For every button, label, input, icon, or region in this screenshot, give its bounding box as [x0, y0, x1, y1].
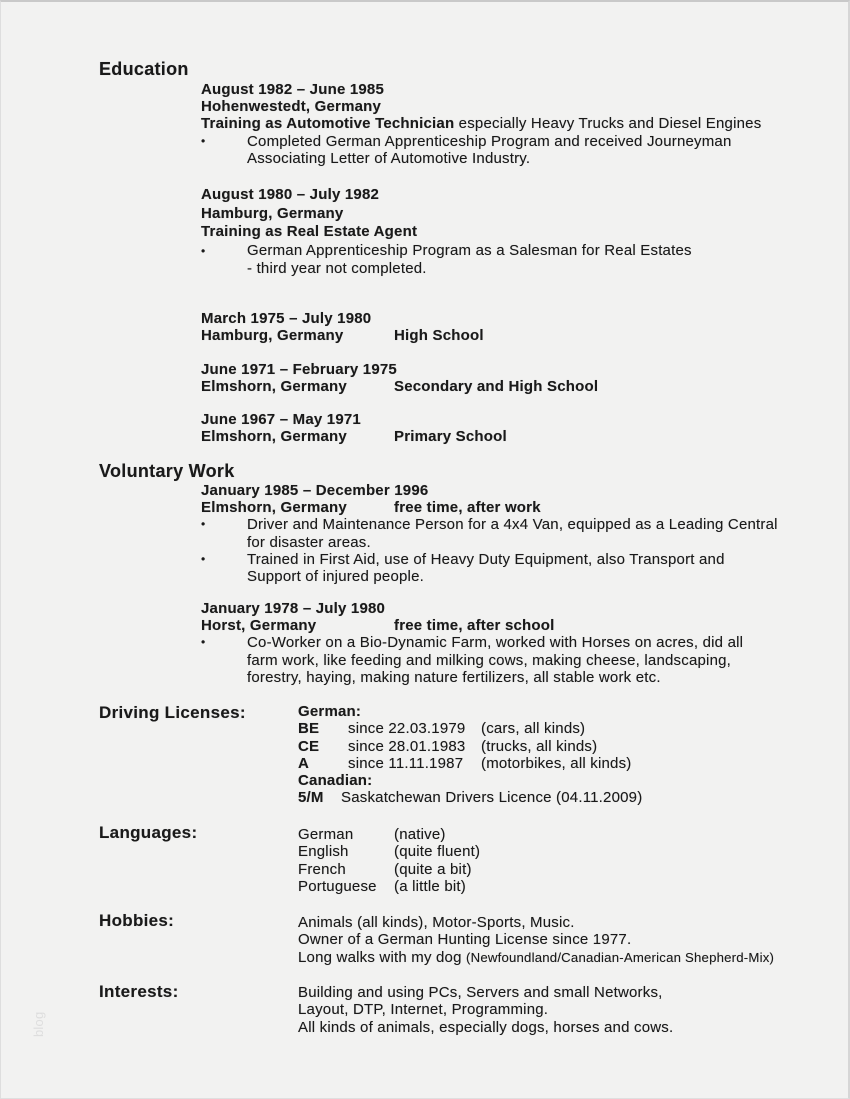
bullet-line: forestry, haying, making nature fertilizers, all stable work etc.: [247, 668, 661, 686]
bullet-text: [247, 516, 778, 550]
entry-location-row: [201, 499, 778, 516]
entry-location: Elmshorn, Germany: [201, 428, 347, 446]
hobby-line: Owner of a German Hunting License since 1977.: [298, 931, 632, 949]
education-entry-5: [201, 411, 507, 445]
bullet-line: Driver and Maintenance Person for a 4x4 Van, equipped as a Leading Central: [247, 516, 778, 534]
entry-location: Hohenwestedt, Germany: [201, 98, 382, 116]
education-entry-2: [201, 186, 692, 279]
license-since: since 28.01.1983: [348, 737, 466, 755]
education-entry-1: [201, 81, 761, 167]
bullet-line: Completed German Apprenticeship Program and received Journeyman: [247, 132, 732, 150]
entry-date: June 1971 – February 1975: [201, 361, 397, 378]
driving-licenses-content: [298, 703, 642, 807]
entry-bullet: [201, 133, 761, 167]
bullet-text: [247, 551, 725, 585]
entry-role-detail: especially Heavy Trucks and Diesel Engines: [454, 115, 762, 133]
voluntary-entry-2: [201, 600, 743, 686]
license-since: since 11.11.1987: [348, 754, 464, 772]
bullet-line: Trained in First Aid, use of Heavy Duty Equipment, also Transport and: [247, 550, 725, 568]
canadian-licenses-label: Canadian:: [298, 772, 373, 790]
bullet-icon: •: [201, 133, 206, 148]
license-detail: Saskatchewan Drivers Licence (04.11.2009): [341, 789, 643, 807]
bullet-line: farm work, like feeding and milking cows, making cheese, landscaping,: [247, 651, 732, 669]
license-row: [298, 789, 642, 806]
bullet-line: German Apprenticeship Program as a Salesman for Real Estates: [247, 241, 692, 259]
education-entry-3: [201, 310, 484, 344]
entry-role-title: Training as Automotive Technician: [201, 115, 455, 133]
entry-date: January 1978 – July 1980: [201, 600, 386, 617]
entry-date: August 1982 – June 1985: [201, 81, 385, 98]
entry-school: Primary School: [394, 428, 507, 446]
watermark-text: blog: [31, 1011, 46, 1037]
languages-label: Languages:: [99, 823, 198, 842]
entry-location-row: [201, 617, 743, 634]
language-level: (quite a bit): [394, 860, 472, 878]
language-name: Portuguese: [298, 877, 377, 895]
license-kind: (cars, all kinds): [481, 720, 586, 738]
voluntary-entry-1: [201, 482, 778, 585]
hobby-line: [298, 949, 774, 966]
entry-location: Elmshorn, Germany: [201, 499, 347, 517]
entry-location-row: [201, 378, 598, 395]
license-row: [298, 755, 642, 772]
bullet-icon: •: [201, 517, 206, 532]
entry-bullet: [201, 551, 778, 585]
entry-location-row: [201, 428, 507, 445]
language-row: [298, 826, 480, 843]
language-name: French: [298, 860, 346, 878]
entry-location: Elmshorn, Germany: [201, 378, 347, 396]
entry-school: Secondary and High School: [394, 378, 599, 396]
hobby-line: Animals (all kinds), Motor-Sports, Music.: [298, 914, 575, 931]
bullet-line: Associating Letter of Automotive Industry.: [247, 149, 531, 167]
entry-date: January 1985 – December 1996: [201, 482, 429, 499]
hobbies-content: [298, 914, 774, 966]
german-licenses-label: German:: [298, 703, 362, 720]
interest-line: Layout, DTP, Internet, Programming.: [298, 1001, 549, 1019]
bullet-text: [247, 242, 692, 279]
interest-line: Building and using PCs, Servers and small Networks,: [298, 984, 663, 1001]
license-since: since 22.03.1979: [348, 720, 466, 738]
license-kind: (trucks, all kinds): [481, 737, 598, 755]
language-level: (native): [394, 826, 446, 843]
language-row: [298, 861, 480, 878]
entry-date: August 1980 – July 1982: [201, 186, 380, 203]
languages-content: [298, 826, 480, 895]
education-entry-4: [201, 361, 598, 395]
entry-location-row: [201, 327, 484, 344]
entry-bullet: [201, 242, 692, 279]
entry-context: free time, after work: [394, 499, 541, 517]
bullet-text: [247, 634, 743, 686]
entry-bullet: [201, 516, 778, 550]
bullet-icon: •: [201, 635, 206, 650]
interests-label: Interests:: [99, 982, 179, 1001]
hobbies-label: Hobbies:: [99, 911, 175, 930]
bullet-icon: •: [201, 551, 206, 566]
bullet-line: - third year not completed.: [247, 260, 427, 277]
language-level: (a little bit): [394, 877, 466, 895]
interests-content: [298, 984, 673, 1036]
bullet-icon: •: [201, 243, 206, 258]
license-row: [298, 738, 642, 755]
hobby-line-main: Long walks with my dog: [298, 948, 467, 966]
bullet-line: Support of injured people.: [247, 568, 424, 586]
language-level: (quite fluent): [394, 843, 481, 861]
bullet-line: for disaster areas.: [247, 533, 371, 551]
license-code: CE: [298, 737, 320, 755]
language-row: [298, 878, 480, 895]
bullet-line: Co-Worker on a Bio-Dynamic Farm, worked with Horses on acres, did all: [247, 634, 744, 652]
entry-date: March 1975 – July 1980: [201, 310, 372, 327]
bullet-text: [247, 133, 732, 167]
license-code: A: [298, 754, 310, 772]
entry-location: Hamburg, Germany: [201, 327, 344, 345]
language-name: German: [298, 826, 354, 843]
license-code: 5/M: [298, 789, 324, 807]
license-kind: (motorbikes, all kinds): [481, 754, 632, 772]
language-row: [298, 843, 480, 860]
license-code: BE: [298, 720, 320, 738]
entry-school: High School: [394, 327, 484, 345]
license-row: [298, 720, 642, 737]
entry-date: June 1967 – May 1971: [201, 411, 361, 428]
entry-location: Horst, Germany: [201, 617, 317, 635]
entry-context: free time, after school: [394, 617, 555, 635]
education-heading: Education: [99, 59, 189, 79]
entry-location: Hamburg, Germany: [201, 204, 344, 222]
entry-role: [201, 115, 761, 132]
interest-line: All kinds of animals, especially dogs, horses and cows.: [298, 1018, 674, 1036]
hobby-line-note: (Newfoundland/Canadian-American Shepherd-Mix): [466, 949, 775, 965]
entry-role-title: Training as Real Estate Agent: [201, 223, 418, 240]
driving-licenses-label: Driving Licenses:: [99, 703, 246, 722]
voluntary-work-heading: Voluntary Work: [99, 461, 235, 481]
entry-bullet: [201, 634, 743, 686]
language-name: English: [298, 843, 349, 861]
